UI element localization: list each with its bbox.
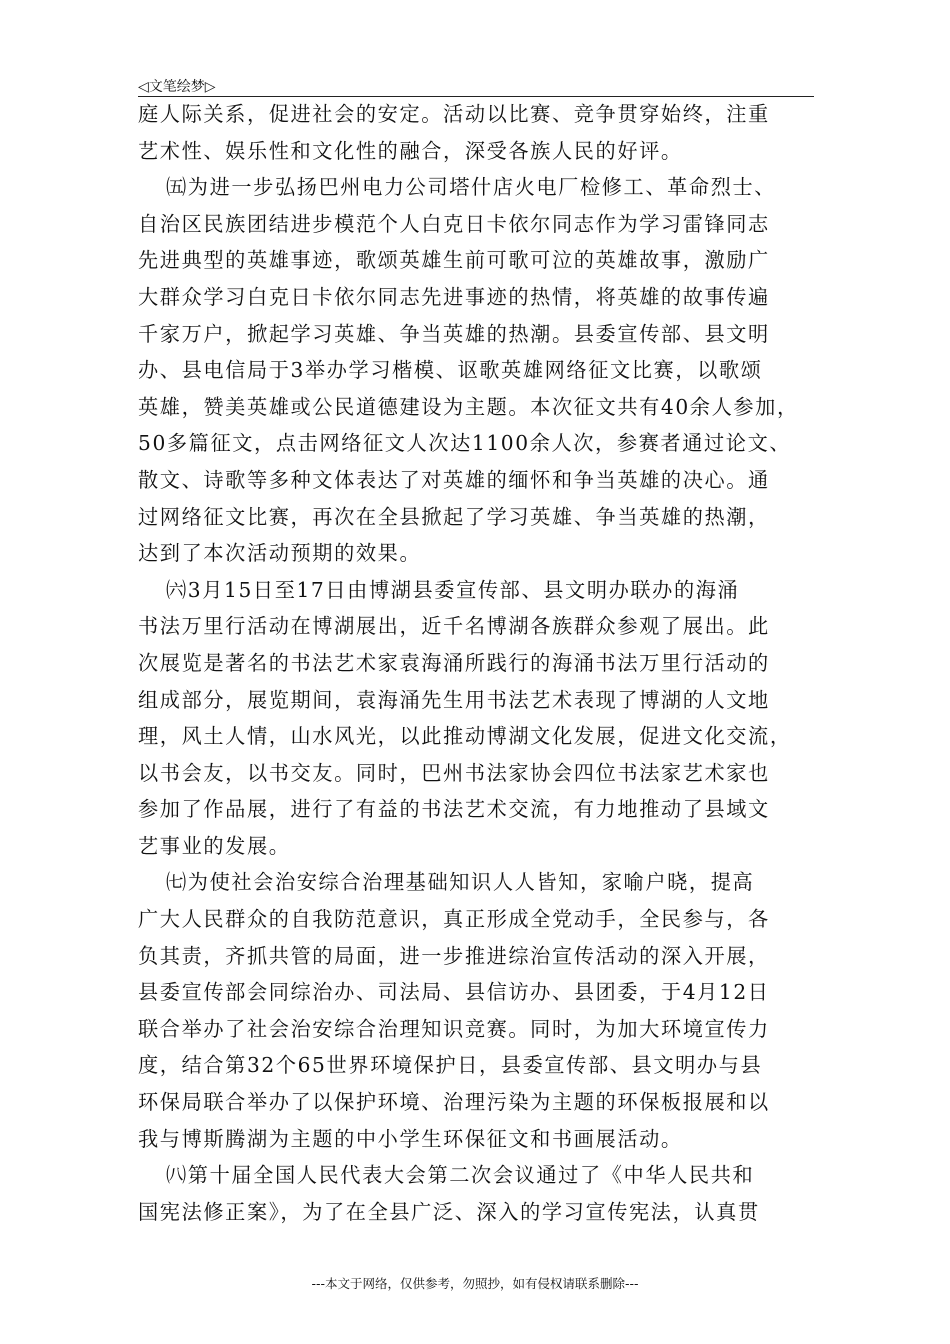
text-line: 环保局联合举办了以保护环境、治理污染为主题的环保板报展和以 <box>138 1090 770 1115</box>
text-line: 负其责，齐抓共管的局面，进一步推进综治宣传活动的深入开展， <box>138 943 770 968</box>
text-line: 庭人际关系，促进社会的安定。活动以比赛、竞争贯穿始终，注重 <box>138 102 770 126</box>
text-line: 过网络征文比赛，再次在全县掀起了学习英雄、争当英雄的热潮， <box>138 504 770 529</box>
paragraph-first-line: ㈦为使社会治安综合治理基础知识人人皆知，家喻户晓，提高 <box>166 870 755 895</box>
text-line: 联合举办了社会治安综合治理知识竞赛。同时，为加大环境宣传力 <box>138 1016 770 1041</box>
text-line: 次展览是著名的书法艺术家袁海涌所践行的海涌书法万里行活动的 <box>138 650 770 675</box>
footer-disclaimer: ---本文于网络，仅供参考，勿照抄，如有侵权请联系删除--- <box>311 1276 639 1291</box>
page-header <box>138 74 814 97</box>
text-line: 先进典型的英雄事迹，歌颂英雄生前可歌可泣的英雄故事，激励广 <box>138 248 770 273</box>
text-line: 50多篇征文，点击网络征文人次达1100余人次，参赛者通过论文、 <box>138 431 792 456</box>
text-line: 县委宣传部会同综治办、司法局、县信访办、县团委，于4月12日 <box>138 980 770 1005</box>
text-line: 大群众学习白克日卡依尔同志先进事迹的热情，将英雄的故事传遍 <box>138 284 770 309</box>
paragraph-first-line: ㈧第十届全国人民代表大会第二次会议通过了《中华人民共和 <box>166 1163 755 1188</box>
text-line: 千家万户，掀起学习英雄、争当英雄的热潮。县委宣传部、县文明 <box>138 321 770 346</box>
text-line: 以书会友，以书交友。同时，巴州书法家协会四位书法家艺术家也 <box>138 760 770 785</box>
text-line: 办、县电信局于3举办学习楷模、讴歌英雄网络征文比赛，以歌颂 <box>138 358 763 383</box>
text-line: 组成部分，展览期间，袁海涌先生用书法艺术表现了博湖的人文地 <box>138 687 770 712</box>
text-line: 自治区民族团结进步模范个人白克日卡依尔同志作为学习雷锋同志 <box>138 211 770 236</box>
text-line: 书法万里行活动在博湖展出，近千名博湖各族群众参观了展出。此 <box>138 614 770 639</box>
text-line: 理，风土人情，山水风光，以此推动博湖文化发展，促进文化交流， <box>138 724 792 749</box>
paragraph-first-line: ㈥3月15日至17日由博湖县委宣传部、县文明办联办的海涌 <box>166 577 740 602</box>
text-line: 散文、诗歌等多种文体表达了对英雄的缅怀和争当英雄的决心。通 <box>138 467 770 492</box>
text-line: 国宪法修正案》，为了在全县广泛、深入的学习宣传宪法，认真贯 <box>138 1199 760 1224</box>
header-logo-text: ◁文笔绘梦▷ <box>138 79 216 95</box>
text-line: 参加了作品展，进行了有益的书法艺术交流，有力地推动了县域文 <box>138 797 770 822</box>
text-line: 达到了本次活动预期的效果。 <box>138 541 422 566</box>
text-line: 艺术性、娱乐性和文化性的融合，深受各族人民的好评。 <box>138 138 683 163</box>
text-line: 艺事业的发展。 <box>138 833 291 858</box>
paragraph-first-line: ㈤为进一步弘扬巴州电力公司塔什店火电厂检修工、革命烈士、 <box>166 175 777 200</box>
document-body <box>138 96 814 1230</box>
text-line: 我与博斯腾湖为主题的中小学生环保征文和书画展活动。 <box>138 1126 683 1151</box>
text-line: 度，结合第32个65世界环境保护日，县委宣传部、县文明办与县 <box>138 1053 763 1078</box>
text-line: 英雄，赞美英雄或公民道德建设为主题。本次征文共有40余人参加， <box>138 394 799 419</box>
text-line: 广大人民群众的自我防范意识，真正形成全党动手，全民参与，各 <box>138 907 770 932</box>
